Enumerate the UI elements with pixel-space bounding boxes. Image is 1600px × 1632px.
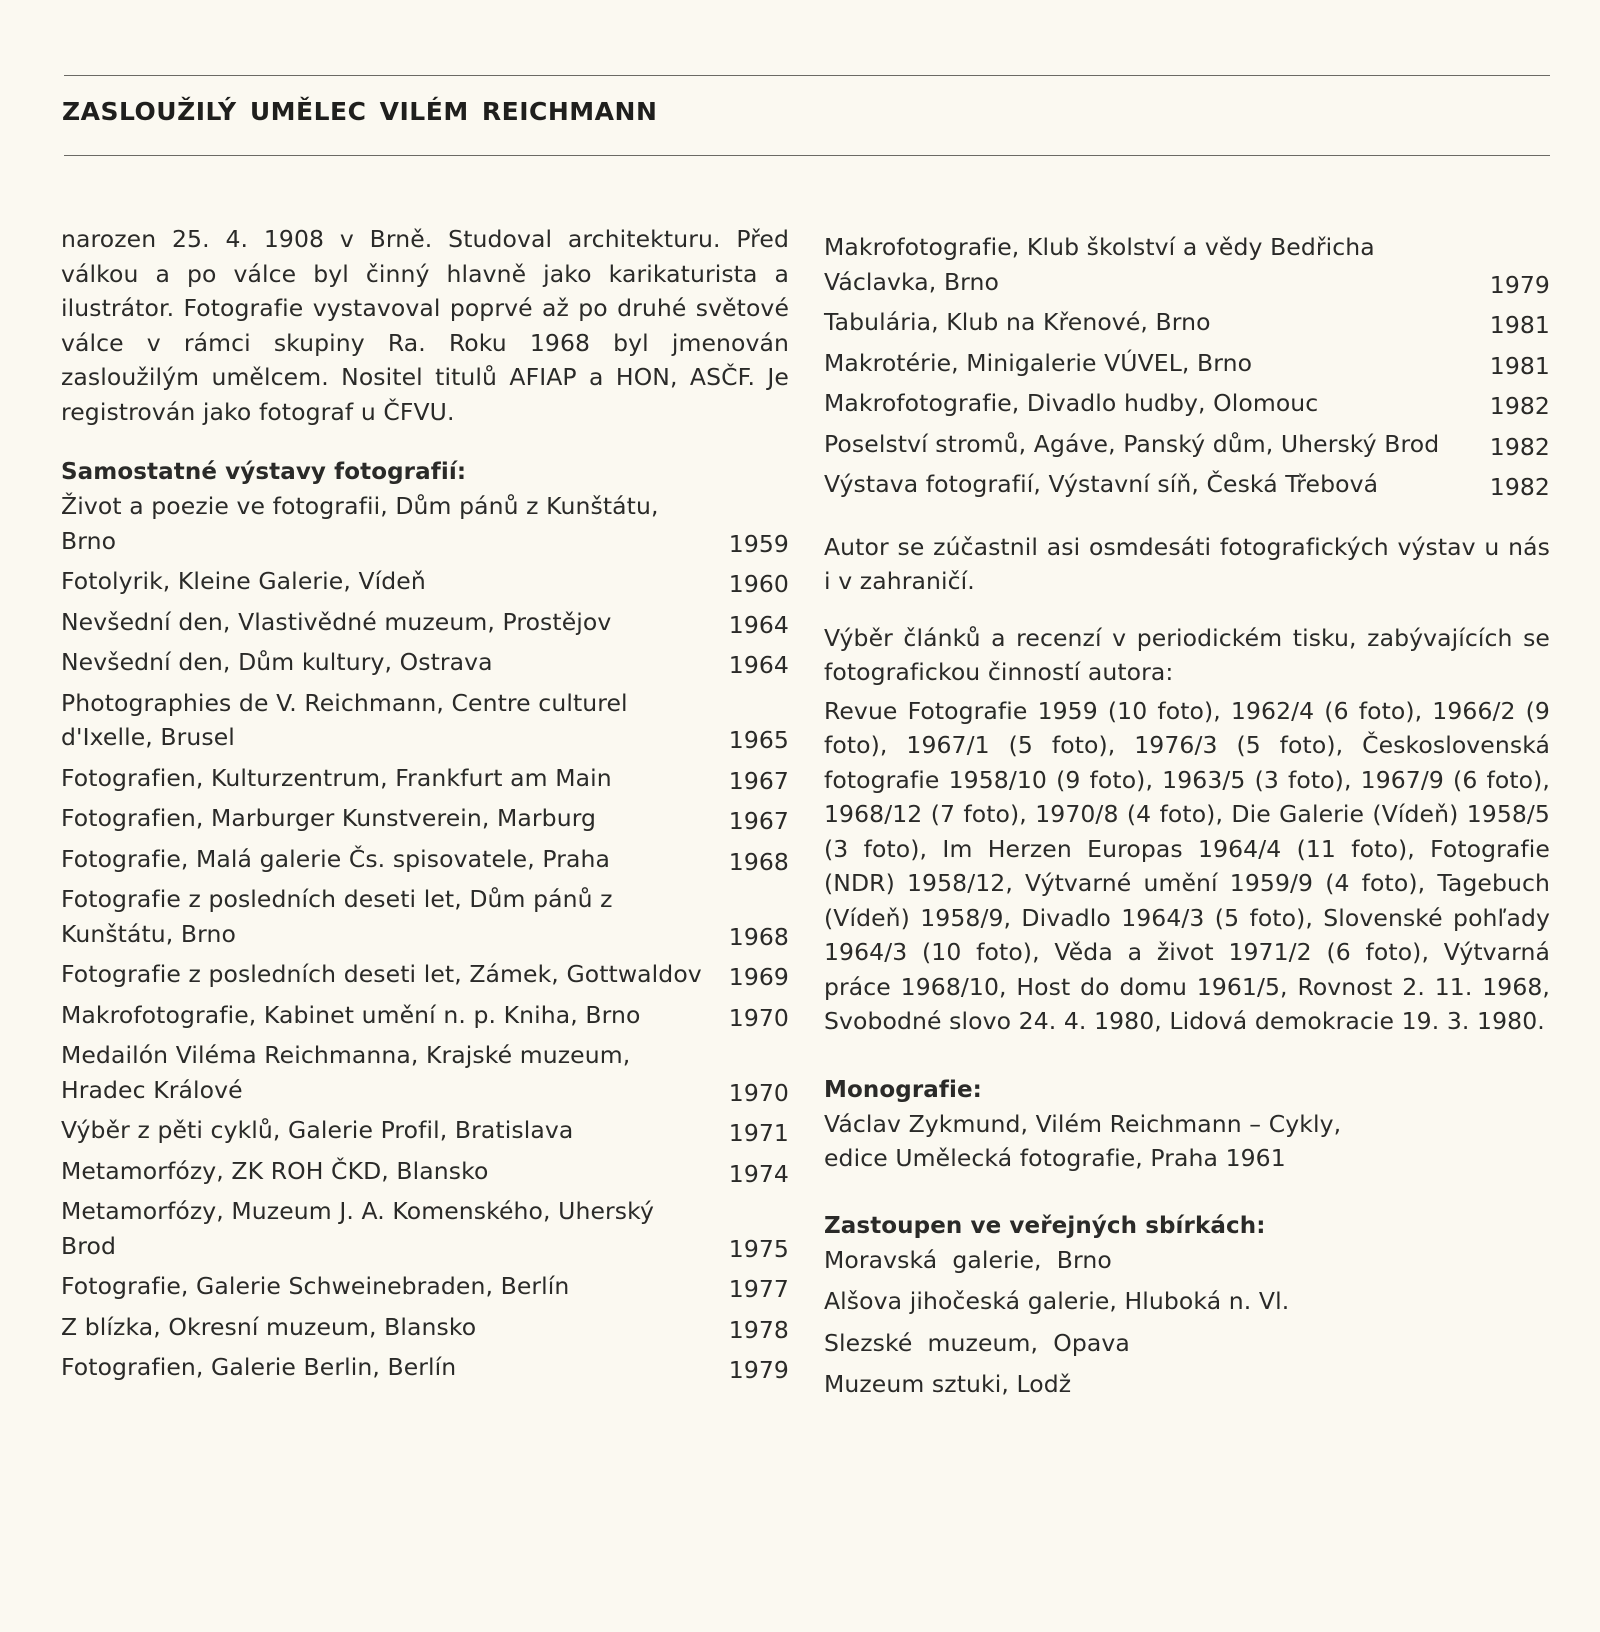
exhibition-title: Makrotérie, Minigalerie VÚVEL, Brno	[824, 348, 1253, 377]
bio-paragraph: narozen 25. 4. 1908 v Brně. Studoval architekturu. Před válkou a po válce byl činný hlavně jako karikaturista a ilustrátor. Fotografie vystavoval poprvé až po druhé světové válce v rámci skupiny Ra. Roku 1968 byl jmenován zasloužilým umělcem. Nositel titulů AFIAP a HON, ASČF. Je registrován jako fotograf u ČFVU.	[61, 225, 789, 426]
exhibition-year: 1967	[728, 807, 789, 835]
exhibition-year: 1971	[728, 1119, 789, 1147]
exhibition-title: Tabulária, Klub na Křenové, Brno	[824, 308, 1211, 336]
collections-heading: Zastoupen ve veřejných sbírkách:	[824, 1212, 1266, 1239]
exhibition-entry	[61, 1154, 789, 1189]
exhibition-year: 1960	[728, 570, 789, 598]
top-rule	[64, 75, 1550, 76]
collection-item: Alšova jihočeská galerie, Hluboká n. Vl.	[824, 1287, 1290, 1315]
exhibition-title: Fotografie, Malá galerie Čs. spisovatele, Praha	[61, 844, 610, 873]
exhibition-title: Medailón Viléma Reichmanna, Krajské muzeum, Hradec Králové	[61, 1041, 631, 1104]
exhibition-title: Výstava fotografií, Výstavní síň, Česká Třebová	[824, 470, 1379, 498]
bottom-rule	[64, 155, 1550, 156]
exhibition-entry	[824, 467, 1550, 502]
exhibition-year: 1964	[728, 651, 789, 679]
exhibition-entry	[824, 427, 1550, 462]
exhibition-title: Metamorfózy, Muzeum J. A. Komenského, Uherský Brod	[61, 1197, 654, 1260]
exhibition-entry	[61, 1113, 789, 1148]
press-intro: Výběr článků a recenzí v periodickém tisku, zabývajících se fotografickou činností autora:	[824, 623, 1550, 686]
exhibition-year: 1967	[728, 766, 789, 795]
monograph-line-2: edice Umělecká fotografie, Praha 1961	[824, 1144, 1286, 1172]
exhibition-year: 1974	[728, 1159, 789, 1188]
exhibition-year: 1975	[728, 1234, 789, 1263]
left-column	[61, 222, 789, 1391]
exhibition-year: 1959	[728, 529, 789, 558]
exhibition-year: 1979	[728, 1356, 789, 1384]
page-title: ZASLOUŽILÝ UMĚLEC VILÉM REICHMANN	[62, 97, 658, 126]
press-list: Revue Fotografie 1959 (10 foto), 1962/4 (6 foto), 1966/2 (9 foto), 1967/1 (5 foto), 1976/3 (5 foto), Československá fotografie 1958/10 (9 foto), 1963/5 (3 foto), 1967/9 (6 foto), 1968/12 (7 foto), 1970/8 (4 foto), Die Galerie (Vídeň) 1958/5 (3 foto), Im Herzen Europas 1964/4 (11 foto), Fotografie (NDR) 1958/12, Výtvarné umění 1959/9 (4 foto), Tagebuch (Vídeň) 1958/9, Divadlo 1964/3 (5 foto), Slovenské pohľady 1964/3 (10 foto), Věda a život 1971/2 (6 foto), Výtvarná práce 1968/10, Host do domu 1961/5, Rovnost 2. 11. 1968, Svobodné slovo 24. 4. 1980, Lidová demokracie 19. 3. 1980.	[824, 696, 1550, 1035]
exhibition-year: 1978	[728, 1315, 789, 1344]
right-column	[824, 230, 1550, 1409]
exhibition-year: 1964	[728, 610, 789, 639]
exhibition-title: Poselství stromů, Agáve, Panský dům, Uherský Brod	[824, 429, 1440, 458]
exhibition-entry	[61, 645, 789, 680]
exhibitions-heading: Samostatné výstavy fotografií:	[61, 459, 467, 485]
exhibition-title: Fotografien, Galerie Berlin, Berlín	[61, 1353, 457, 1381]
exhibition-year: 1970	[728, 1003, 789, 1032]
exhibition-year: 1968	[728, 847, 789, 876]
exhibition-year: 1979	[1489, 270, 1550, 299]
exhibition-title: Makrofotografie, Kabinet umění n. p. Kniha, Brno	[61, 1000, 641, 1029]
monograph-line-1: Václav Zykmund, Vilém Reichmann – Cykly,	[824, 1109, 1342, 1138]
exhibition-entry	[61, 1350, 789, 1385]
exhibition-title: Život a poezie ve fotografii, Dům pánů z Kunštátu, Brno	[61, 492, 659, 555]
collection-item: Moravská galerie, Brno	[824, 1245, 1112, 1274]
exhibition-year: 1981	[1489, 311, 1550, 339]
exhibition-year: 1982	[1489, 473, 1550, 501]
exhibition-entry	[61, 882, 789, 951]
exhibition-year: 1970	[728, 1078, 789, 1107]
exhibition-title: Fotografien, Kulturzentrum, Frankfurt am Main	[61, 763, 612, 792]
exhibition-year: 1965	[728, 726, 789, 754]
participation-paragraph: Autor se zúčastnil asi osmdesáti fotografických výstav u nás i v zahraničí.	[824, 532, 1550, 595]
exhibition-year: 1982	[1489, 392, 1550, 420]
exhibition-entry	[824, 305, 1550, 340]
exhibition-title: Výběr z pěti cyklů, Galerie Profil, Bratislava	[61, 1116, 574, 1144]
exhibitions-list-left	[61, 489, 789, 1385]
exhibition-title: Fotografie z posledních deseti let, Zámek, Gottwaldov	[61, 960, 702, 988]
exhibition-entry	[61, 686, 789, 755]
monograph-heading: Monografie:	[824, 1076, 982, 1103]
exhibition-entry	[824, 346, 1550, 381]
exhibition-year: 1977	[728, 1275, 789, 1303]
exhibition-year: 1968	[728, 922, 789, 951]
exhibition-entry	[61, 761, 789, 796]
collections-list	[824, 1243, 1550, 1402]
exhibition-entry	[61, 489, 789, 558]
exhibition-title: Makrofotografie, Klub školství a vědy Bedřicha Václavka, Brno	[824, 233, 1375, 296]
exhibition-entry	[61, 957, 789, 992]
exhibition-entry	[824, 230, 1550, 299]
exhibition-entry	[824, 386, 1550, 421]
exhibition-year: 1981	[1489, 351, 1550, 380]
exhibition-title: Photographies de V. Reichmann, Centre culturel d'Ixelle, Brusel	[61, 688, 628, 751]
exhibition-title: Makrofotografie, Divadlo hudby, Olomouc	[824, 389, 1319, 417]
exhibition-entry	[61, 1310, 789, 1345]
exhibition-title: Nevšední den, Vlastivědné muzeum, Prostějov	[61, 607, 612, 636]
exhibition-entry	[61, 1269, 789, 1304]
exhibition-entry	[61, 1038, 789, 1107]
collection-item: Muzeum sztuki, Lodž	[824, 1370, 1072, 1398]
exhibition-entry	[61, 998, 789, 1033]
exhibition-year: 1982	[1489, 432, 1550, 461]
exhibitions-list-right	[824, 230, 1550, 502]
exhibition-entry	[61, 801, 789, 836]
exhibition-entry	[61, 605, 789, 640]
exhibition-entry	[61, 1194, 789, 1263]
collection-item: Slezské muzeum, Opava	[824, 1328, 1130, 1357]
exhibition-title: Metamorfózy, ZK ROH ČKD, Blansko	[61, 1156, 489, 1185]
exhibition-entry	[61, 842, 789, 877]
exhibition-year: 1969	[728, 963, 789, 991]
exhibition-title: Fotolyrik, Kleine Galerie, Vídeň	[61, 567, 426, 595]
exhibition-title: Z blízka, Okresní muzeum, Blansko	[61, 1312, 477, 1341]
exhibition-title: Fotografien, Marburger Kunstverein, Marburg	[61, 804, 597, 832]
exhibition-title: Fotografie z posledních deseti let, Dům pánů z Kunštátu, Brno	[61, 885, 613, 948]
exhibition-title: Fotografie, Galerie Schweinebraden, Berlín	[61, 1272, 570, 1300]
exhibition-entry	[61, 564, 789, 599]
exhibition-title: Nevšední den, Dům kultury, Ostrava	[61, 648, 493, 676]
